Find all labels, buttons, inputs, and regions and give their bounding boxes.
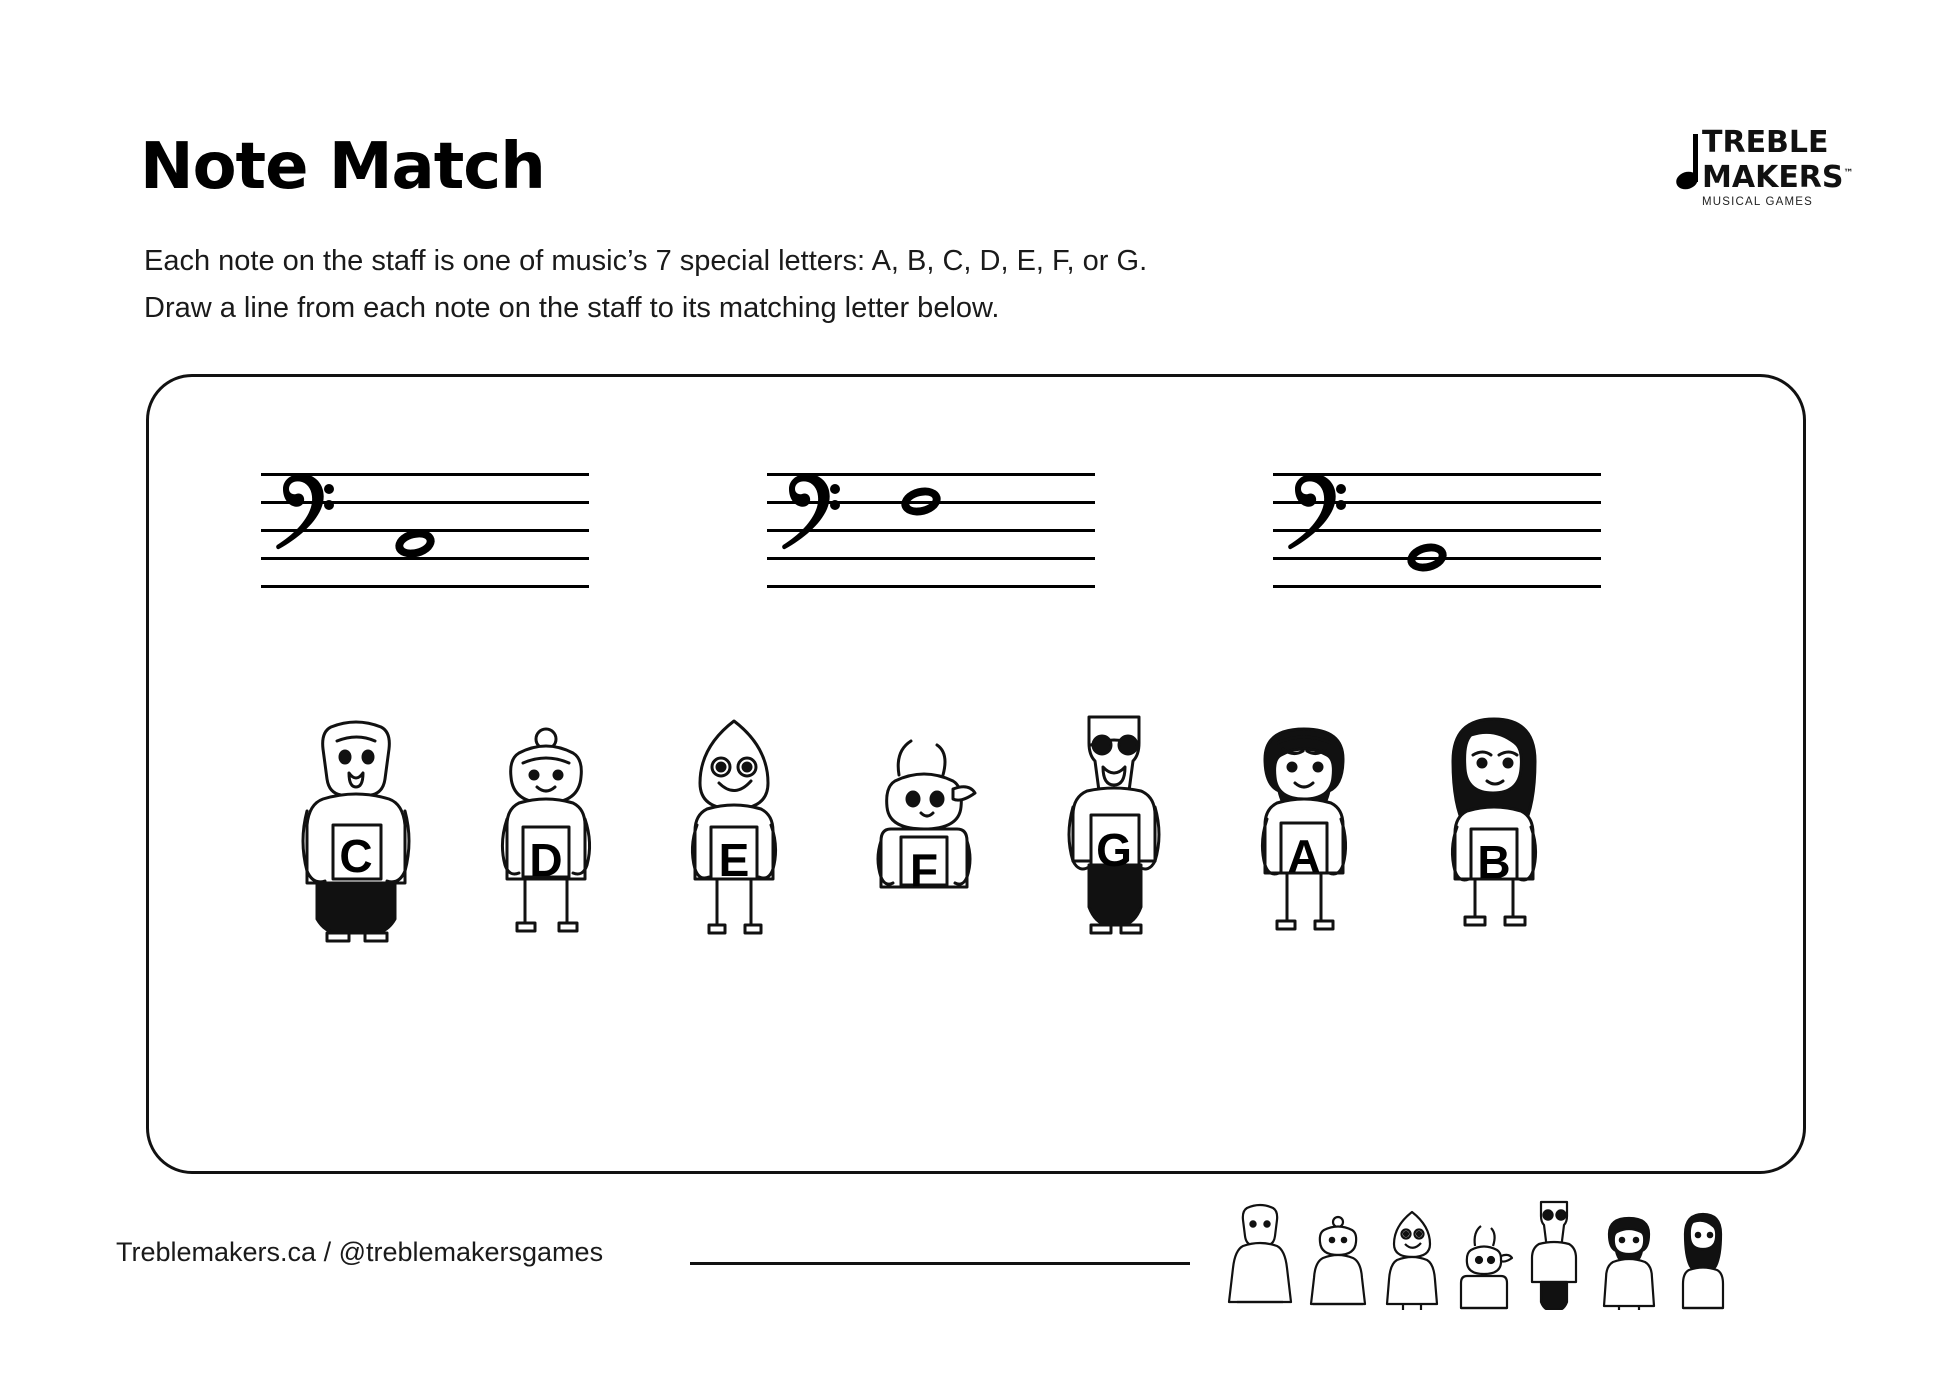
- mini-character-d: [1307, 1214, 1369, 1310]
- instructions-block: [144, 238, 1147, 332]
- brand-logo: [1676, 125, 1854, 216]
- staff-line: [767, 585, 1095, 588]
- trademark-symbol: ™: [1843, 168, 1854, 179]
- bass-clef-icon: [267, 465, 341, 557]
- staff-2: [767, 473, 1095, 595]
- character-letter: A: [1287, 830, 1321, 882]
- footer-divider: [690, 1262, 1190, 1265]
- character-letter: B: [1477, 836, 1511, 888]
- character-a: [1219, 715, 1389, 945]
- bass-clef-icon: [1279, 465, 1353, 557]
- bass-clef-icon: [773, 465, 847, 557]
- character-letter: E: [718, 834, 750, 886]
- mini-character-b: [1677, 1212, 1729, 1310]
- characters-row: [149, 705, 1809, 945]
- staff-line: [261, 585, 589, 588]
- character-letter: G: [1096, 824, 1132, 876]
- page-title: Note Match: [140, 130, 545, 204]
- mini-character-e: [1383, 1208, 1441, 1310]
- mini-character-a: [1593, 1214, 1665, 1310]
- character-d: [461, 715, 631, 945]
- character-f: [839, 715, 1009, 945]
- instruction-line-2: Draw a line from each note on the staff to its matching letter below.: [144, 292, 1000, 324]
- staff-line: [1273, 585, 1601, 588]
- whole-note: [395, 530, 435, 557]
- brand-logo-text: [1702, 125, 1854, 208]
- footer-mini-characters: [1225, 1200, 1805, 1310]
- brand-logo-word-treble: TREBLE: [1702, 125, 1829, 160]
- brand-logo-word-makers: MAKERS: [1702, 160, 1844, 195]
- character-letter: D: [529, 834, 563, 886]
- worksheet-panel: [146, 374, 1806, 1174]
- mini-character-f: [1453, 1218, 1515, 1310]
- instruction-line-1: Each note on the staff is one of music’s 7 special letters: A, B, C, D, E, F, or G.: [144, 245, 1148, 277]
- footer-credit: Treblemakers.ca / @treblemakersgames: [116, 1237, 604, 1267]
- whole-note: [901, 488, 941, 515]
- character-b: [1409, 715, 1579, 945]
- eighth-note-icon: [1676, 134, 1702, 196]
- character-e: [649, 715, 819, 945]
- character-letter: C: [339, 830, 373, 882]
- staff-line: [767, 557, 1095, 560]
- staff-3: [1273, 473, 1601, 595]
- character-c: [271, 715, 441, 945]
- mini-character-g: [1525, 1200, 1583, 1310]
- staff-line: [261, 557, 589, 560]
- character-g: [1029, 715, 1199, 945]
- whole-note: [1407, 544, 1447, 571]
- staff-1: [261, 473, 589, 595]
- character-letter: F: [909, 844, 939, 896]
- brand-logo-subtitle: MUSICAL GAMES: [1702, 196, 1814, 208]
- mini-character-c: [1225, 1202, 1295, 1310]
